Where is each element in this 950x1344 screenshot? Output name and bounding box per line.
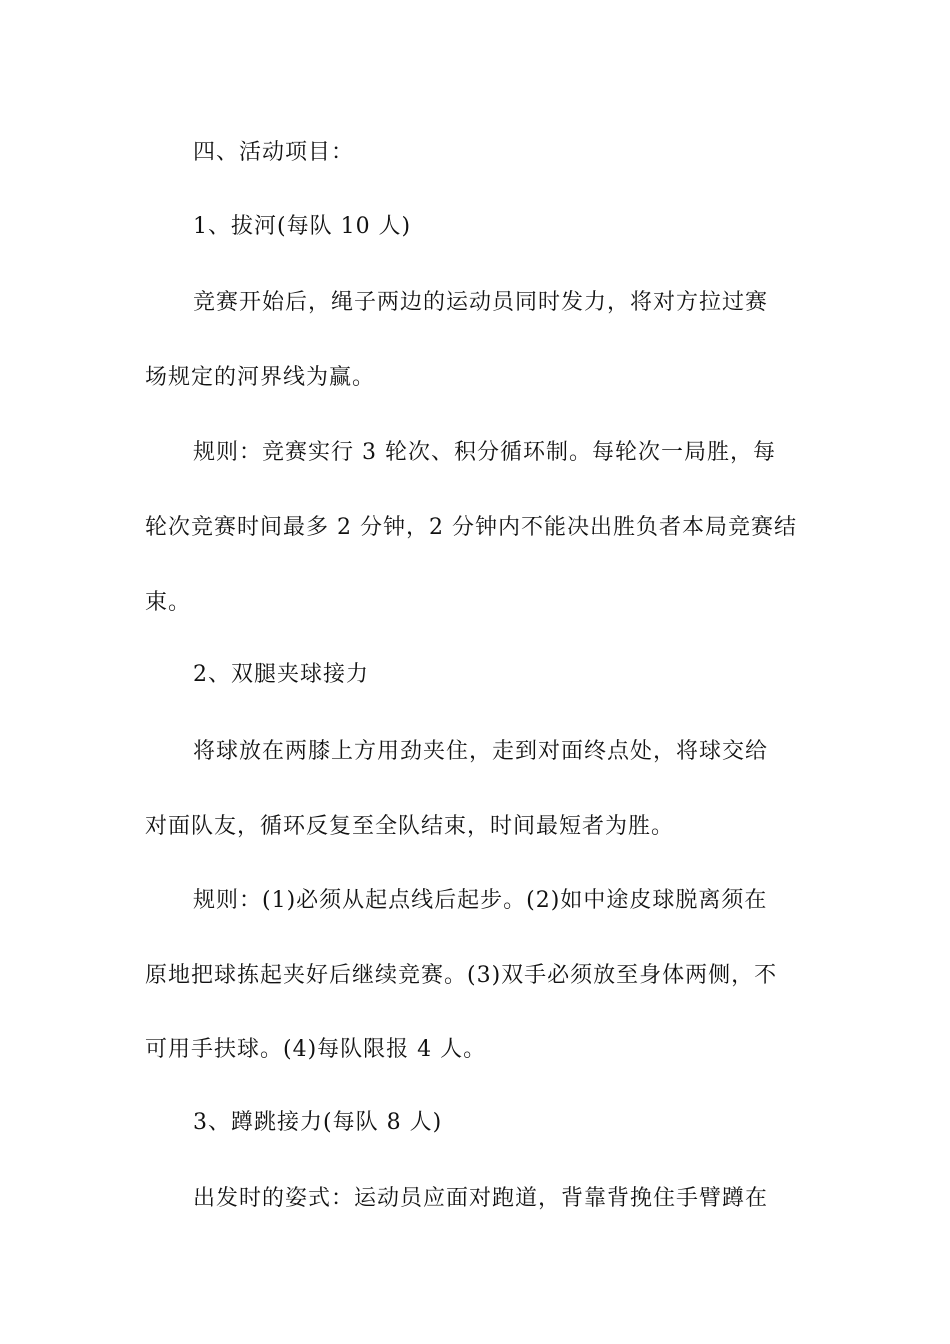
paragraph-line: 竞赛开始后，绳子两边的运动员同时发力，将对方拉过赛 — [193, 290, 769, 315]
rules-line: 规则：竞赛实行 3 轮次、积分循环制。每轮次一局胜，每 — [193, 440, 776, 465]
rules-line: 原地把球拣起夹好后继续竞赛。(3)双手必须放至身体两侧，不 — [145, 963, 778, 988]
item-heading-ball-relay: 2、双腿夹球接力 — [193, 662, 369, 687]
section-heading: 四、活动项目： — [193, 140, 355, 165]
paragraph-line: 将球放在两膝上方用劲夹住，走到对面终点处，将球交给 — [193, 739, 769, 764]
rules-line: 规则：(1)必须从起点线后起步。(2)如中途皮球脱离须在 — [193, 888, 768, 913]
item-heading-squat-jump-relay: 3、蹲跳接力(每队 8 人) — [193, 1110, 443, 1135]
paragraph-line: 出发时的姿式：运动员应面对跑道，背靠背挽住手臂蹲在 — [193, 1186, 769, 1211]
rules-line: 束。 — [145, 590, 192, 615]
paragraph-line: 对面队友，循环反复至全队结束，时间最短者为胜。 — [145, 814, 675, 839]
rules-line: 可用手扶球。(4)每队限报 4 人。 — [145, 1037, 487, 1062]
item-heading-tug-of-war: 1、拔河(每队 10 人) — [193, 214, 412, 239]
paragraph-line: 场规定的河界线为赢。 — [145, 365, 376, 390]
rules-line: 轮次竞赛时间最多 2 分钟，2 分钟内不能决出胜负者本局竞赛结 — [145, 515, 797, 540]
